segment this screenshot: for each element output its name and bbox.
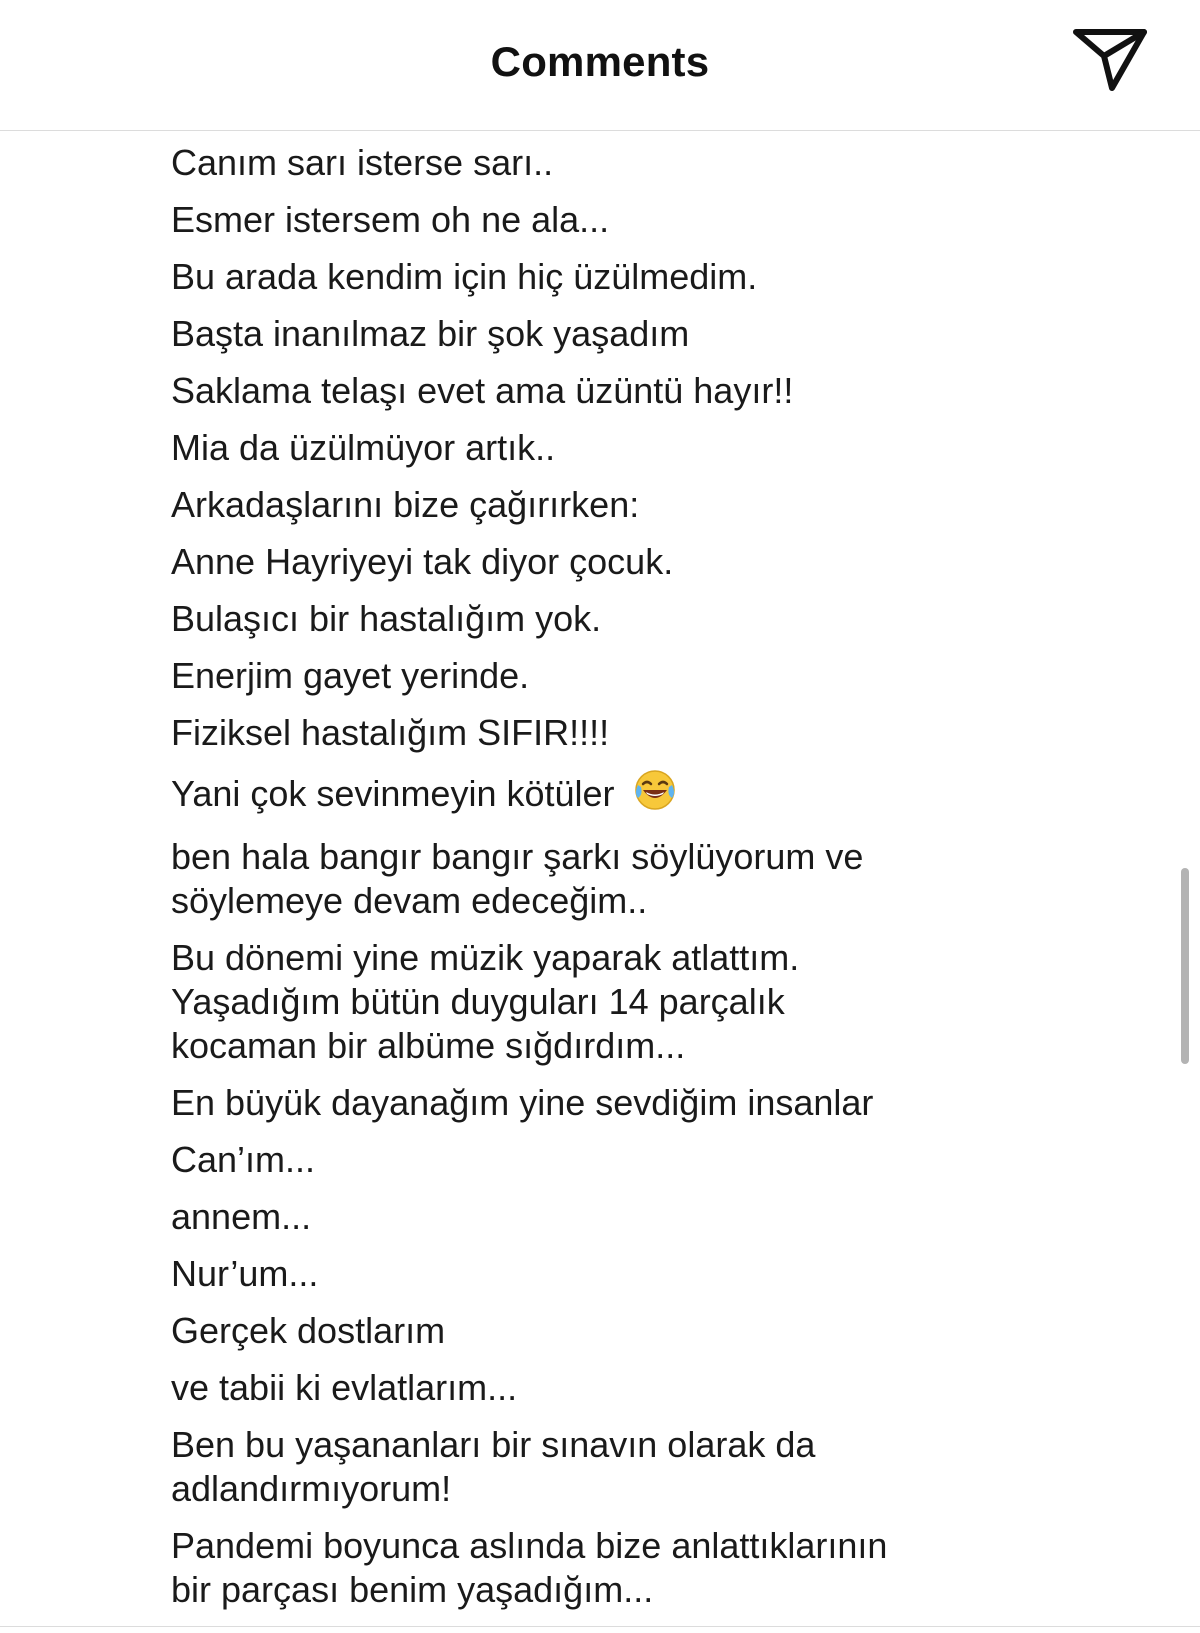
face-with-tears-of-joy-icon — [633, 768, 677, 822]
caption-line: Yaşadığım bütün duyguları 14 parçalık — [171, 981, 785, 1022]
caption-paragraph — [171, 426, 991, 470]
caption-line: Nur’um... — [171, 1253, 319, 1294]
caption-line: Başta inanılmaz bir şok yaşadım — [171, 313, 690, 354]
caption-line: Can’ım... — [171, 1139, 316, 1180]
caption-line: Bu dönemi yine müzik yaparak atlattım. — [171, 937, 800, 978]
caption-paragraph — [171, 141, 991, 185]
page-title: Comments — [490, 38, 710, 85]
caption-line: adlandırmıyorum! — [171, 1468, 452, 1509]
caption-line: Canım sarı isterse sarı.. — [171, 142, 554, 183]
caption-paragraph — [171, 483, 991, 527]
caption-line: Esmer istersem oh ne ala... — [171, 199, 610, 240]
caption-line: söylemeye devam edeceğim.. — [171, 880, 648, 921]
caption-paragraph — [171, 1195, 991, 1239]
caption-line: Saklama telaşı evet ama üzüntü hayır!! — [171, 370, 794, 411]
caption-paragraph — [171, 369, 991, 413]
caption-paragraph — [171, 1252, 991, 1296]
caption-paragraph — [171, 1524, 991, 1612]
caption-paragraph — [171, 312, 991, 356]
bottom-divider — [0, 1626, 1200, 1627]
paper-plane-icon[interactable] — [1072, 26, 1148, 94]
caption-line: Pandemi boyunca aslında bize anlattıklarının — [171, 1525, 888, 1566]
caption-paragraph — [171, 198, 991, 242]
caption-paragraph — [171, 1309, 991, 1353]
caption-paragraph — [171, 1366, 991, 1410]
caption-paragraph — [171, 835, 991, 923]
caption-line: Mia da üzülmüyor artık.. — [171, 427, 556, 468]
caption-line: kocaman bir albüme sığdırdım... — [171, 1025, 686, 1066]
caption-line: Ben bu yaşananları bir sınavın olarak da — [171, 1424, 816, 1465]
caption-line: bir parçası benim yaşadığım... — [171, 1569, 654, 1610]
caption-paragraph — [171, 597, 991, 641]
caption-line: ve tabii ki evlatlarım... — [171, 1367, 518, 1408]
caption-paragraph — [171, 936, 991, 1068]
caption-paragraph — [171, 540, 991, 584]
caption-line: Enerjim gayet yerinde. — [171, 655, 530, 696]
caption-text — [171, 131, 991, 1612]
comments-header — [0, 0, 1200, 131]
caption-line: Bu arada kendim için hiç üzülmedim. — [171, 256, 758, 297]
caption-line: Anne Hayriyeyi tak diyor çocuk. — [171, 541, 674, 582]
caption-paragraph — [171, 711, 991, 755]
caption-line: annem... — [171, 1196, 312, 1237]
caption-paragraph — [171, 768, 991, 822]
caption-paragraph — [171, 1138, 991, 1182]
caption-line: ben hala bangır bangır şarkı söylüyorum ve — [171, 836, 864, 877]
caption-paragraph — [171, 1081, 991, 1125]
caption-line: Arkadaşlarını bize çağırırken: — [171, 484, 640, 525]
caption-line: Fiziksel hastalığım SIFIR!!!! — [171, 712, 610, 753]
caption-line-with-emoji — [171, 768, 991, 822]
caption-paragraph — [171, 1423, 991, 1511]
caption-line: Gerçek dostlarım — [171, 1310, 446, 1351]
caption-line: Bulaşıcı bir hastalığım yok. — [171, 598, 602, 639]
caption-line-text: Yani çok sevinmeyin kötüler — [171, 773, 615, 814]
caption-line: En büyük dayanağım yine sevdiğim insanlar — [171, 1082, 874, 1123]
caption-paragraph — [171, 654, 991, 698]
scrollbar-thumb[interactable] — [1181, 868, 1189, 1064]
caption-paragraph — [171, 255, 991, 299]
